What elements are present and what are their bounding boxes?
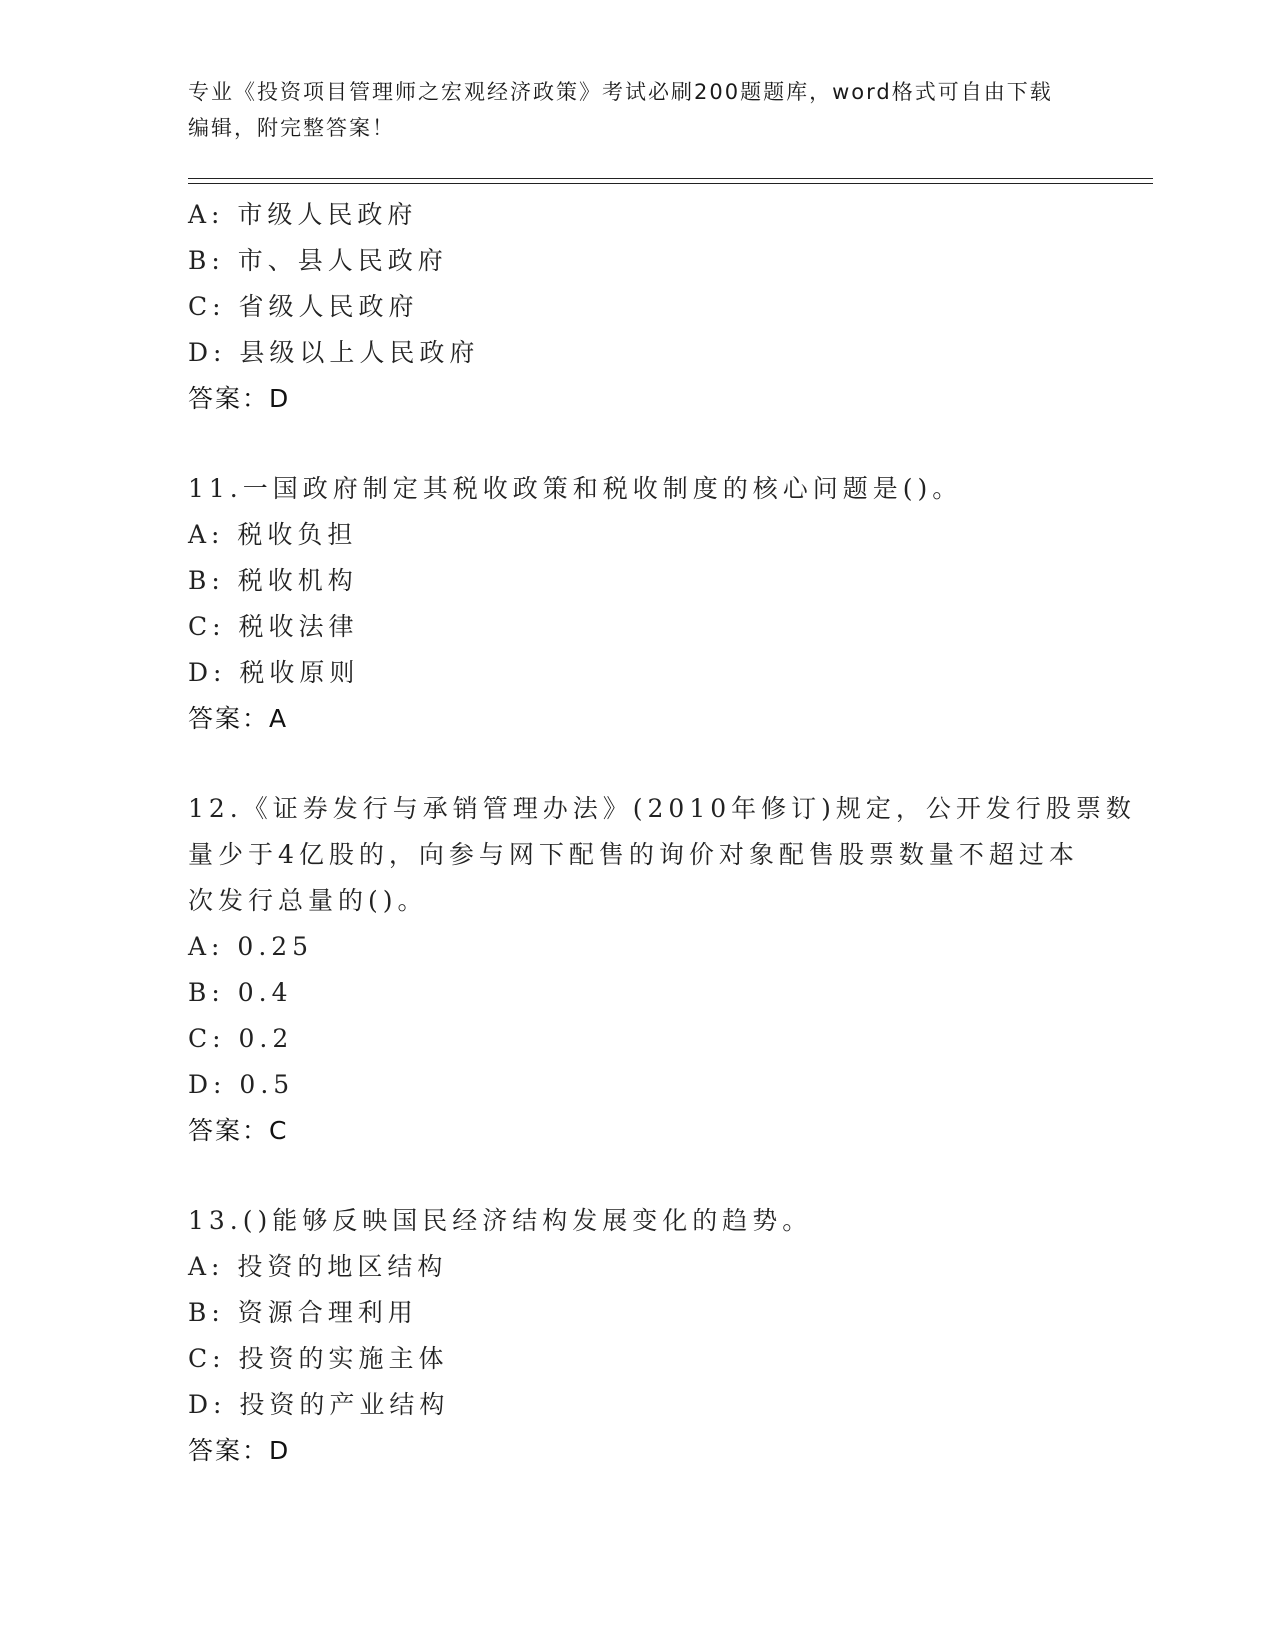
option-b: B: 0.4 xyxy=(188,978,293,1007)
option-d: D: 税收原则 xyxy=(188,658,360,687)
option-a: A: 市级人民政府 xyxy=(188,200,418,229)
document-header: 专业《投资项目管理师之宏观经济政策》考试必刷200题题库，word格式可自由下载编辑，附完整答案！ xyxy=(188,80,1053,140)
option-c: C: 0.2 xyxy=(188,1024,294,1053)
option-a: A: 税收负担 xyxy=(188,520,358,549)
header-divider-bottom xyxy=(188,183,1153,184)
question-12 xyxy=(188,786,1153,1154)
option-b: B: 市、县人民政府 xyxy=(188,246,448,275)
option-d: D: 0.5 xyxy=(188,1070,295,1099)
option-b: B: 资源合理利用 xyxy=(188,1298,418,1327)
answer: 答案：A xyxy=(188,704,289,733)
question-stem: 13.()能够反映国民经济结构发展变化的趋势。 xyxy=(188,1206,813,1235)
option-c: C: 省级人民政府 xyxy=(188,292,419,321)
spacer xyxy=(188,742,1153,786)
answer: 答案：D xyxy=(188,1436,291,1465)
spacer xyxy=(188,422,1153,466)
answer: 答案：D xyxy=(188,384,291,413)
option-c: C: 税收法律 xyxy=(188,612,359,641)
option-b: B: 税收机构 xyxy=(188,566,358,595)
question-stem: 11.一国政府制定其税收政策和税收制度的核心问题是()。 xyxy=(188,474,963,503)
question-13 xyxy=(188,1198,1153,1474)
option-c: C: 投资的实施主体 xyxy=(188,1344,449,1373)
question-11 xyxy=(188,466,1153,742)
question-10 xyxy=(188,192,1153,422)
option-d: D: 投资的产业结构 xyxy=(188,1390,450,1419)
question-stem-line: 次发行总量的()。 xyxy=(188,886,428,915)
answer: 答案：C xyxy=(188,1116,289,1145)
question-list xyxy=(188,192,1153,1474)
question-stem-line: 12.《证券发行与承销管理办法》(2010年修订)规定，公开发行股票数 xyxy=(188,794,1136,823)
header-divider-top xyxy=(188,178,1153,179)
option-d: D: 县级以上人民政府 xyxy=(188,338,480,367)
question-stem-line: 量少于4亿股的，向参与网下配售的询价对象配售股票数量不超过本 xyxy=(188,840,1079,869)
option-a: A: 0.25 xyxy=(188,932,314,961)
spacer xyxy=(188,1154,1153,1198)
option-a: A: 投资的地区结构 xyxy=(188,1252,448,1281)
